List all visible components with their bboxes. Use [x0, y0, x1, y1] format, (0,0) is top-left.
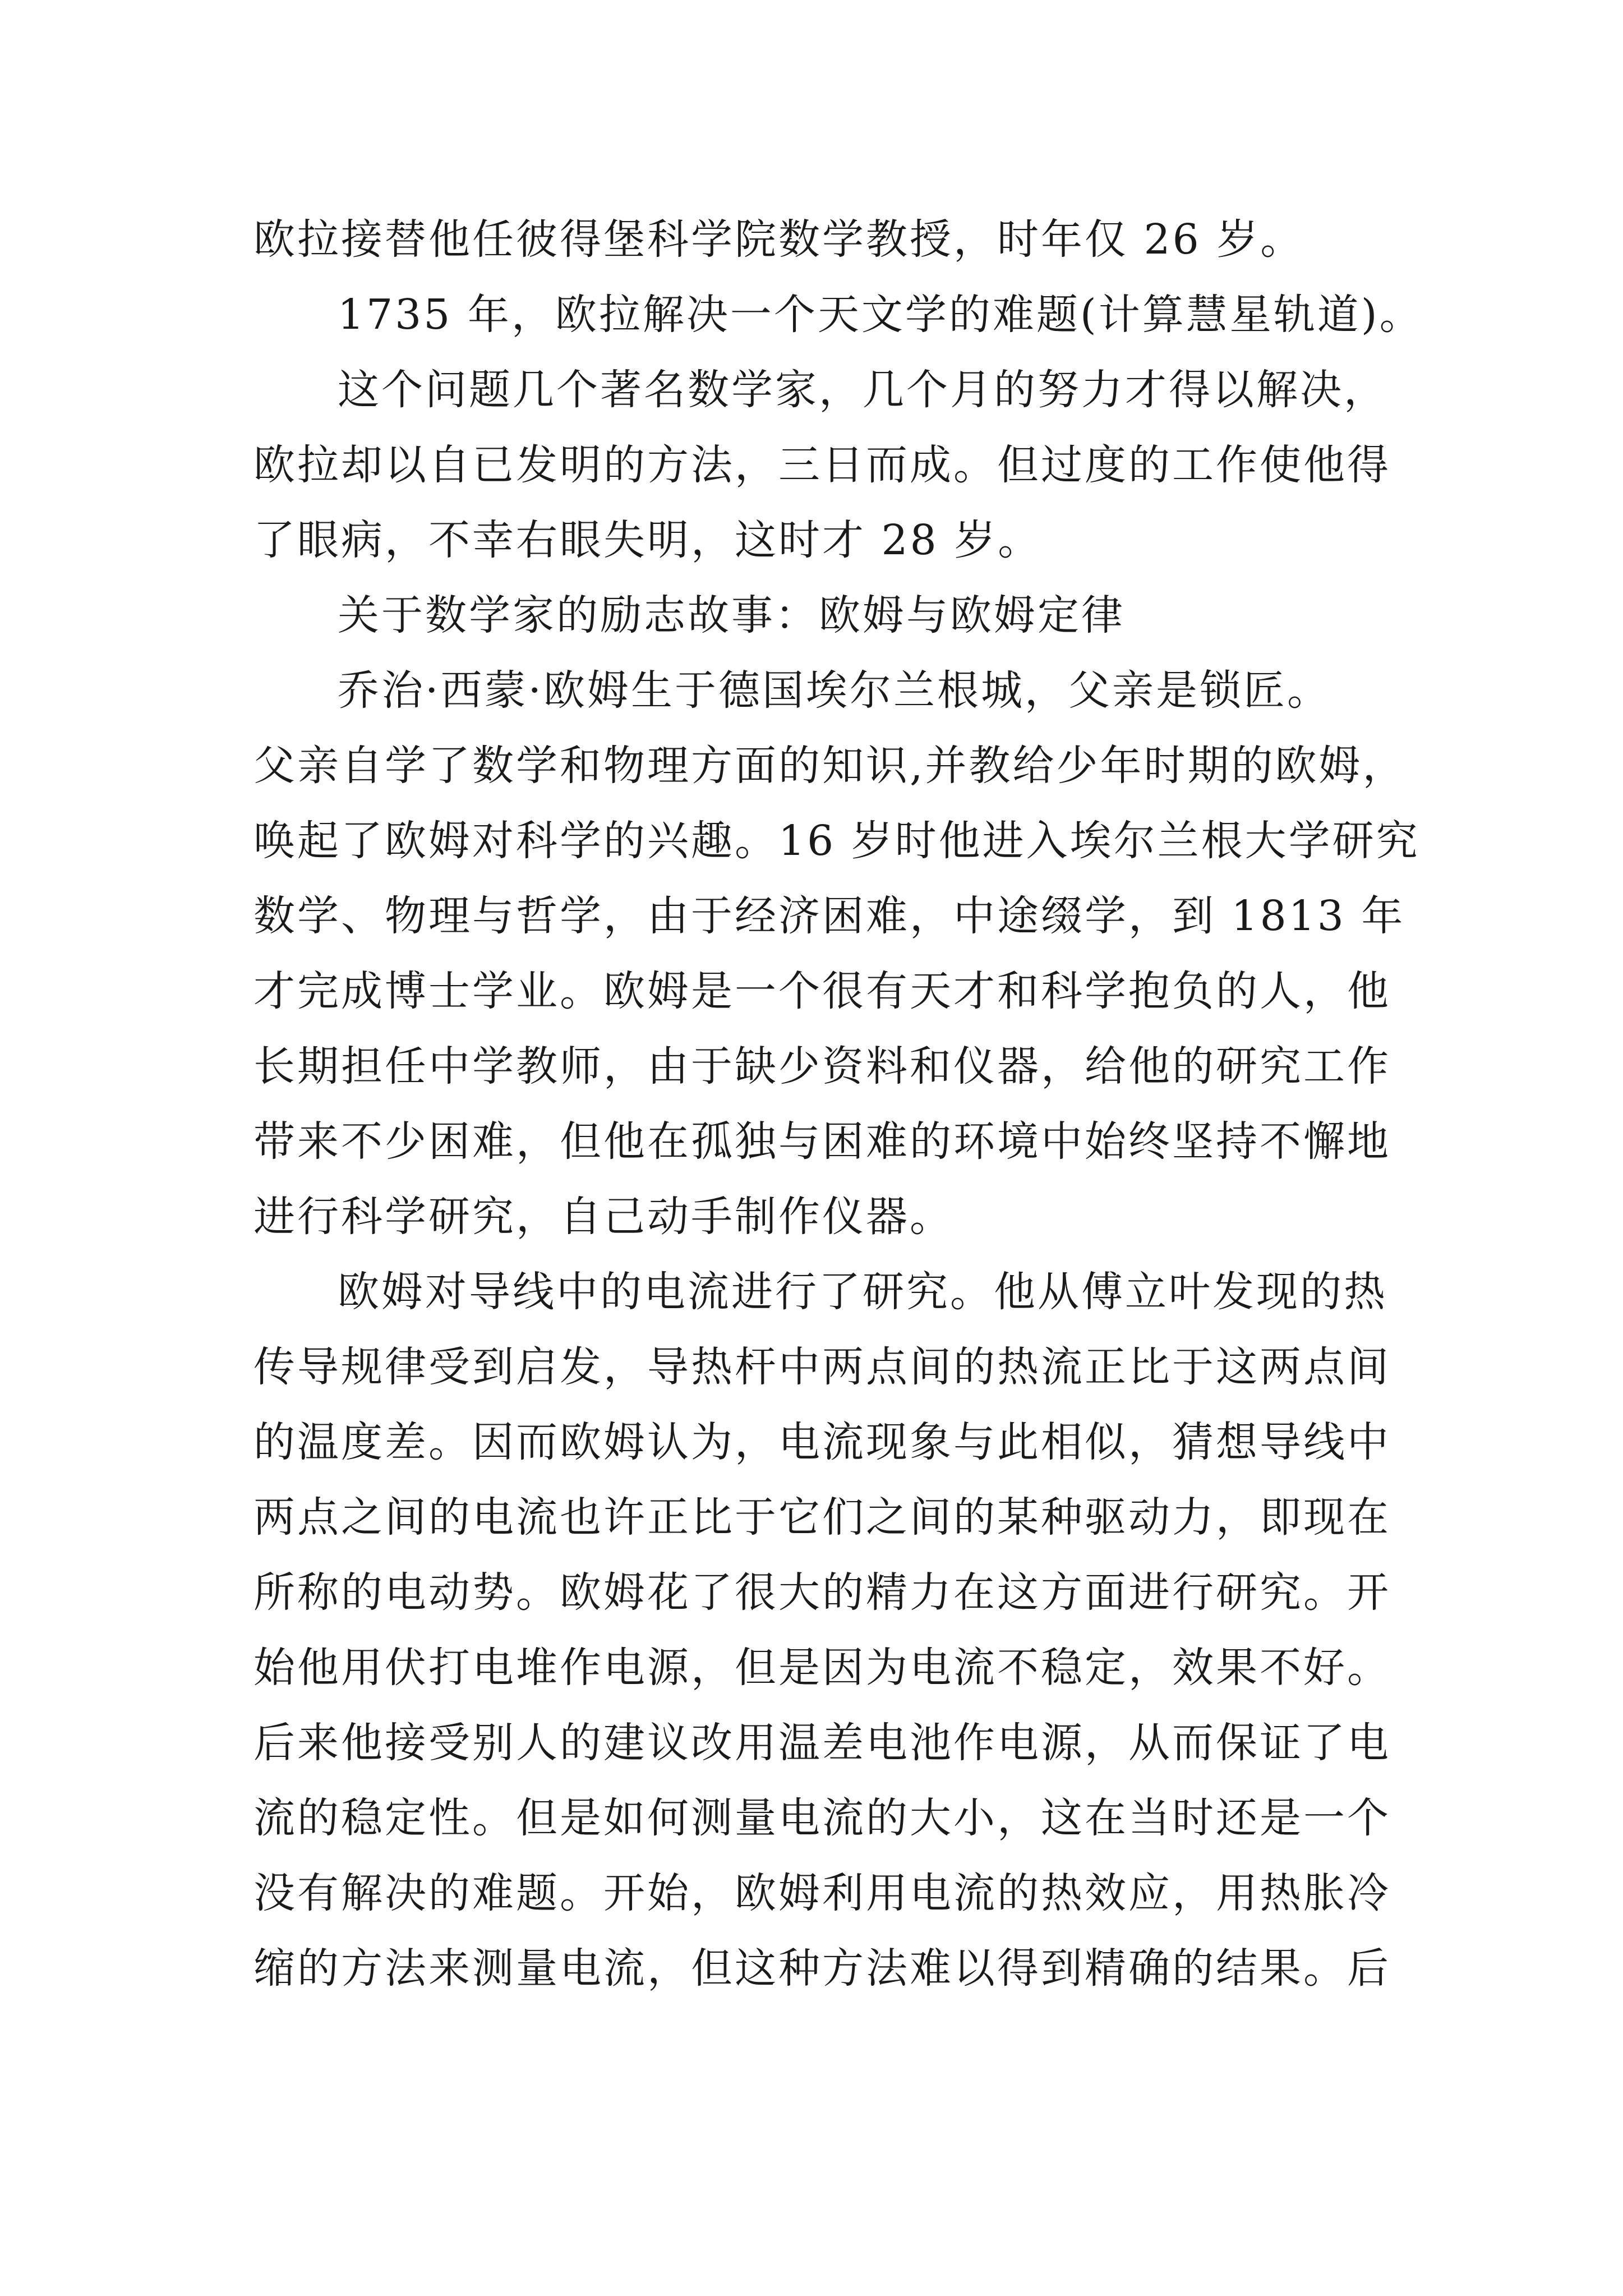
text-line: 两点之间的电流也许正比于它们之间的某种驱动力，即现在 [253, 1493, 1391, 1542]
text-line: 才完成博士学业。欧姆是一个很有天才和科学抱负的人，他 [253, 967, 1391, 1015]
text-line: 这个问题几个著名数学家，几个月的努力才得以解决， [338, 366, 1387, 414]
text-line: 没有解决的难题。开始，欧姆利用电流的热效应，用热胀冷 [253, 1869, 1391, 1917]
text-line: 父亲自学了数学和物理方面的知识,并教给少年时期的欧姆， [253, 742, 1407, 790]
text-line: 欧姆对导线中的电流进行了研究。他从傅立叶发现的热 [338, 1268, 1387, 1316]
text-line: 欧拉接替他任彼得堡科学院数学教授，时年仅 26 岁。 [253, 215, 1304, 264]
text-line: 数学、物理与哲学，由于经济困难，中途缀学，到 1813 年 [253, 892, 1405, 940]
text-line: 始他用伏打电堆作电源，但是因为电流不稳定，效果不好。 [253, 1644, 1391, 1692]
text-line: 了眼病，不幸右眼失明，这时才 28 岁。 [253, 516, 1042, 564]
text-line: 后来他接受别人的建议改用温差电池作电源，从而保证了电 [253, 1719, 1391, 1767]
text-line: 缩的方法来测量电流，但这种方法难以得到精确的结果。后 [253, 1944, 1391, 1993]
text-line: 欧拉却以自已发明的方法，三日而成。但过度的工作使他得 [253, 441, 1391, 489]
text-line: 乔治·西蒙·欧姆生于德国埃尔兰根城，父亲是锁匠。 [338, 666, 1331, 715]
text-line: 唤起了欧姆对科学的兴趣。16 岁时他进入埃尔兰根大学研究 [253, 817, 1420, 865]
text-line: 带来不少困难，但他在孤独与困难的环境中始终坚持不懈地 [253, 1117, 1391, 1166]
text-line: 关于数学家的励志故事：欧姆与欧姆定律 [338, 591, 1125, 639]
text-line: 传导规律受到启发，导热杆中两点间的热流正比于这两点间 [253, 1343, 1391, 1391]
text-line: 1735 年，欧拉解决一个天文学的难题(计算慧星轨道)。 [338, 291, 1423, 339]
text-line: 长期担任中学教师，由于缺少资料和仪器，给他的研究工作 [253, 1042, 1391, 1091]
text-line: 所称的电动势。欧姆花了很大的精力在这方面进行研究。开 [253, 1568, 1391, 1617]
document-body [253, 202, 1423, 2006]
text-line: 的温度差。因而欧姆认为，电流现象与此相似，猜想导线中 [253, 1418, 1391, 1466]
text-line: 进行科学研究，自己动手制作仪器。 [253, 1193, 953, 1241]
text-line: 流的稳定性。但是如何测量电流的大小，这在当时还是一个 [253, 1794, 1391, 1842]
